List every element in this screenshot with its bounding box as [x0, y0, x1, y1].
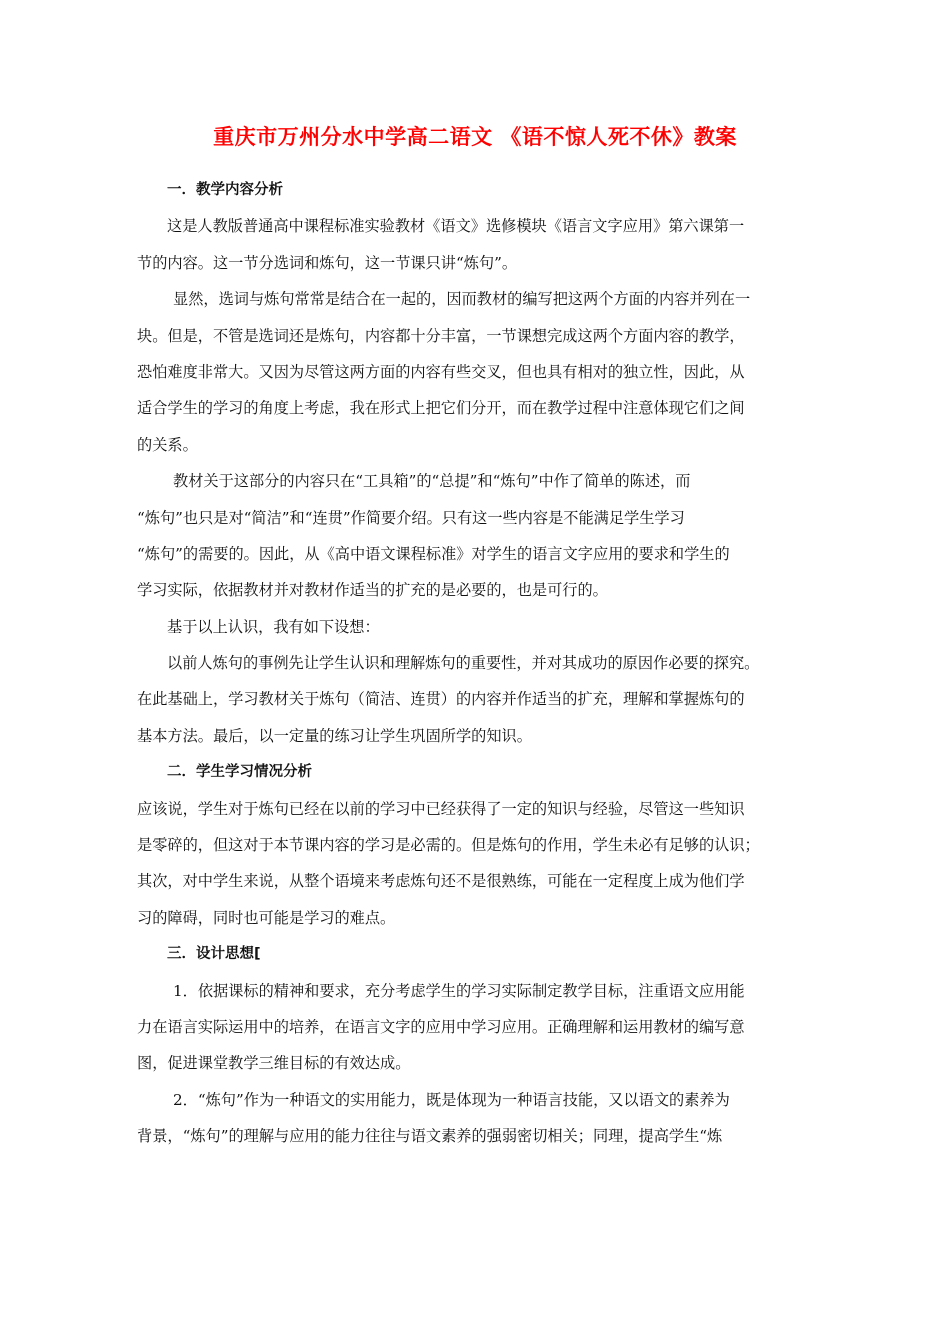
paragraph-line: 应该说，学生对于炼句已经在以前的学习中已经获得了一定的知识与经验，尽管这一些知识 [137, 799, 745, 818]
document-body [137, 172, 817, 1155]
paragraph-line: 以前人炼句的事例先让学生认识和理解炼句的重要性，并对其成功的原因作必要的探究。 [167, 654, 760, 673]
document-title: 重庆市万州分水中学高二语文 《语不惊人死不休》教案 [213, 125, 737, 149]
paragraph-line: 教材关于这部分的内容只在“工具箱”的“总提”和“炼句”中作了简单的陈述，而 [173, 472, 691, 491]
paragraph-line: 适合学生的学习的角度上考虑，我在形式上把它们分开，而在教学过程中注意体现它们之间 [137, 399, 745, 418]
paragraph-line: “炼句”的需要的。因此，从《高中语文课程标准》对学生的语言文字应用的要求和学生的 [137, 544, 730, 563]
paragraph-line: “炼句”也只是对“简洁”和“连贯”作简要介绍。只有这一些内容是不能满足学生学习 [137, 508, 685, 527]
paragraph-line: 的关系。 [137, 435, 198, 454]
paragraph-line: 图，促进课堂教学三维目标的有效达成。 [137, 1054, 411, 1073]
paragraph-line: 是零碎的，但这对于本节课内容的学习是必需的。但是炼句的作用，学生未必有足够的认识； [137, 836, 760, 855]
paragraph-line: 显然，选词与炼句常常是结合在一起的，因而教材的编写把这两个方面的内容并列在一 [173, 290, 751, 309]
paragraph-line: 1．依据课标的精神和要求，充分考虑学生的学习实际制定教学目标，注重语文应用能 [173, 981, 745, 1000]
paragraph-line: 习的障碍，同时也可能是学习的难点。 [137, 908, 396, 927]
paragraph-line: 2．“炼句”作为一种语文的实用能力，既是体现为一种语言技能，又以语文的素养为 [173, 1090, 730, 1109]
paragraph-line: 这是人教版普通高中课程标准实验教材《语文》选修模块《语言文字应用》第六课第一 [167, 217, 745, 236]
paragraph-line: 学习实际，依据教材并对教材作适当的扩充的是必要的，也是可行的。 [137, 581, 608, 600]
paragraph-line: 块。但是，不管是选词还是炼句，内容都十分丰富，一节课想完成这两个方面内容的教学， [137, 326, 745, 345]
section-heading-2: 二．学生学习情况分析 [167, 764, 312, 781]
paragraph-line: 基本方法。最后，以一定量的练习让学生巩固所学的知识。 [137, 726, 532, 745]
paragraph-line: 其次，对中学生来说，从整个语境来考虑炼句还不是很熟练，可能在一定程度上成为他们学 [137, 872, 745, 891]
paragraph-line: 力在语言实际运用中的培养，在语言文字的应用中学习应用。正确理解和运用教材的编写意 [137, 1017, 745, 1036]
section-heading-3: 三．设计思想[ [167, 946, 261, 963]
paragraph-line: 背景，“炼句”的理解与应用的能力往往与语文素养的强弱密切相关；同理，提高学生“炼 [137, 1127, 723, 1146]
paragraph-line: 在此基础上，学习教材关于炼句（简洁、连贯）的内容并作适当的扩充，理解和掌握炼句的 [137, 690, 745, 709]
paragraph-line: 节的内容。这一节分选词和炼句，这一节课只讲“炼句”。 [137, 253, 518, 272]
paragraph-line: 基于以上认识，我有如下设想： [167, 617, 380, 636]
paragraph-line: 恐怕难度非常大。又因为尽管这两方面的内容有些交叉，但也具有相对的独立性，因此，从 [137, 362, 745, 381]
section-heading-1: 一．教学内容分析 [167, 182, 283, 198]
